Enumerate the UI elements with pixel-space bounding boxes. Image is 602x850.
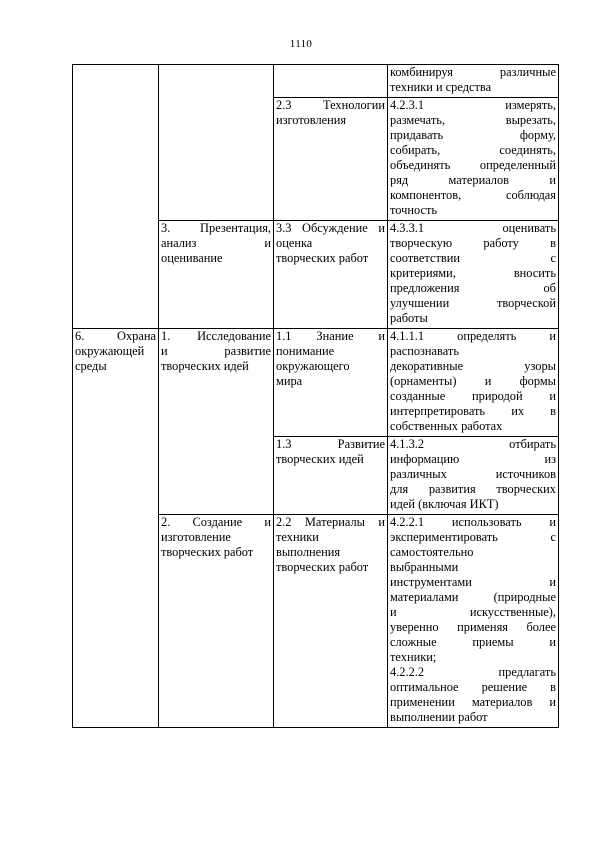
topic-line: 1.1 Знание и xyxy=(276,329,385,343)
section-cell xyxy=(73,65,159,329)
table-row xyxy=(73,65,559,98)
topic-cell xyxy=(274,437,388,515)
objective-line: соответствии с xyxy=(390,251,556,265)
objective-line: выполнении работ xyxy=(390,710,488,724)
subsection-cell xyxy=(159,329,274,515)
objective-line: 4.1.3.2 отбирать xyxy=(390,437,556,451)
objective-line: 4.1.1.1 определять и xyxy=(390,329,556,343)
topic-line: 2.2 Материалы и xyxy=(276,515,385,529)
section-line: окружающей xyxy=(75,344,145,358)
subsection-line: 2. Создание и xyxy=(161,515,271,529)
section-line: среды xyxy=(75,359,107,373)
objective-line: сложные приемы и xyxy=(390,635,556,649)
objective-line: собирать, соединять, xyxy=(390,143,556,157)
objective-line: для развития творческих xyxy=(390,482,556,496)
objective-line: 4.2.3.1 измерять, xyxy=(390,98,556,112)
subsection-line: творческих работ xyxy=(161,545,254,559)
objective-line: созданные природой и xyxy=(390,389,556,403)
objective-line: улучшении творческой xyxy=(390,296,556,310)
topic-line: изготовления xyxy=(276,113,347,127)
subsection-cell xyxy=(159,515,274,728)
objective-line: 4.2.2.1 использовать и xyxy=(390,515,556,529)
topic-line: техники xyxy=(276,530,319,544)
objective-line: 4.3.3.1 оценивать xyxy=(390,221,556,235)
subsection-line: изготовление xyxy=(161,530,231,544)
objective-cell xyxy=(388,437,559,515)
objective-line: самостоятельно xyxy=(390,545,474,559)
subsection-line: творческих идей xyxy=(161,359,249,373)
objective-cell xyxy=(388,515,559,728)
objective-line: компонентов, соблюдая xyxy=(390,188,556,202)
subsection-line: 1. Исследование xyxy=(161,329,271,343)
subsection-line: 3. Презентация, xyxy=(161,221,271,235)
objective-line: и искусственные), xyxy=(390,605,556,619)
objective-line: точность xyxy=(390,203,438,217)
subsection-line: оценивание xyxy=(161,251,223,265)
topic-cell xyxy=(274,221,388,329)
objective-cell xyxy=(388,221,559,329)
topic-line: мира xyxy=(276,374,303,388)
objective-line: материалами (природные xyxy=(390,590,556,604)
objective-line: ряд материалов и xyxy=(390,173,556,187)
topic-line: 2.3 Технологии xyxy=(276,98,385,112)
objective-line: информацию из xyxy=(390,452,556,466)
topic-cell xyxy=(274,98,388,221)
section-cell xyxy=(73,329,159,728)
objective-line: выбранными xyxy=(390,560,459,574)
objective-line: критериями, вносить xyxy=(390,266,556,280)
objective-line: предложения об xyxy=(390,281,556,295)
topic-line: творческих работ xyxy=(276,251,369,265)
objective-line: интерпретировать их в xyxy=(390,404,556,418)
page-number: 1110 xyxy=(289,38,313,50)
subsection-line: и развитие xyxy=(161,344,271,358)
subsection-line: анализ и xyxy=(161,236,271,250)
topic-line: творческих идей xyxy=(276,452,364,466)
objective-line: размечать, вырезать, xyxy=(390,113,556,127)
objective-line: объединять определенный xyxy=(390,158,556,172)
objective-line: собственных работах xyxy=(390,419,503,433)
objective-line: 4.2.2.2 предлагать xyxy=(390,665,556,679)
objective-cell xyxy=(388,329,559,437)
objective-line: идей (включая ИКТ) xyxy=(390,497,499,511)
objective-line: (орнаменты) и формы xyxy=(390,374,556,388)
objective-line: уверенно применяя более xyxy=(390,620,556,634)
curriculum-table xyxy=(72,64,559,728)
topic-cell xyxy=(274,329,388,437)
topic-line: 1.3 Развитие xyxy=(276,437,385,451)
objective-line: экспериментировать с xyxy=(390,530,556,544)
topic-line: выполнения xyxy=(276,545,341,559)
table-row xyxy=(73,329,559,437)
objective-line: творческую работу в xyxy=(390,236,556,250)
objective-line: оптимальное решение в xyxy=(390,680,556,694)
objective-line: техники; xyxy=(390,650,437,664)
objective-line: техники и средства xyxy=(390,80,492,94)
subsection-cell xyxy=(159,65,274,221)
objective-line: применении материалов и xyxy=(390,695,556,709)
topic-line: окружающего xyxy=(276,359,350,373)
objective-line: придавать форму, xyxy=(390,128,556,142)
objective-line: инструментами и xyxy=(390,575,556,589)
objective-line: декоративные узоры xyxy=(390,359,556,373)
objective-line: комбинируя различные xyxy=(390,65,556,79)
subsection-cell xyxy=(159,221,274,329)
topic-cell xyxy=(274,515,388,728)
objective-line: распознавать xyxy=(390,344,459,358)
objective-cell xyxy=(388,65,559,98)
topic-cell xyxy=(274,65,388,98)
objective-line: работы xyxy=(390,311,428,325)
section-line: 6. Охрана xyxy=(75,329,156,343)
objective-cell xyxy=(388,98,559,221)
topic-line: творческих работ xyxy=(276,560,369,574)
topic-line: 3.3 Обсуждение и xyxy=(276,221,385,235)
topic-line: понимание xyxy=(276,344,335,358)
topic-line: оценка xyxy=(276,236,313,250)
objective-line: различных источников xyxy=(390,467,556,481)
